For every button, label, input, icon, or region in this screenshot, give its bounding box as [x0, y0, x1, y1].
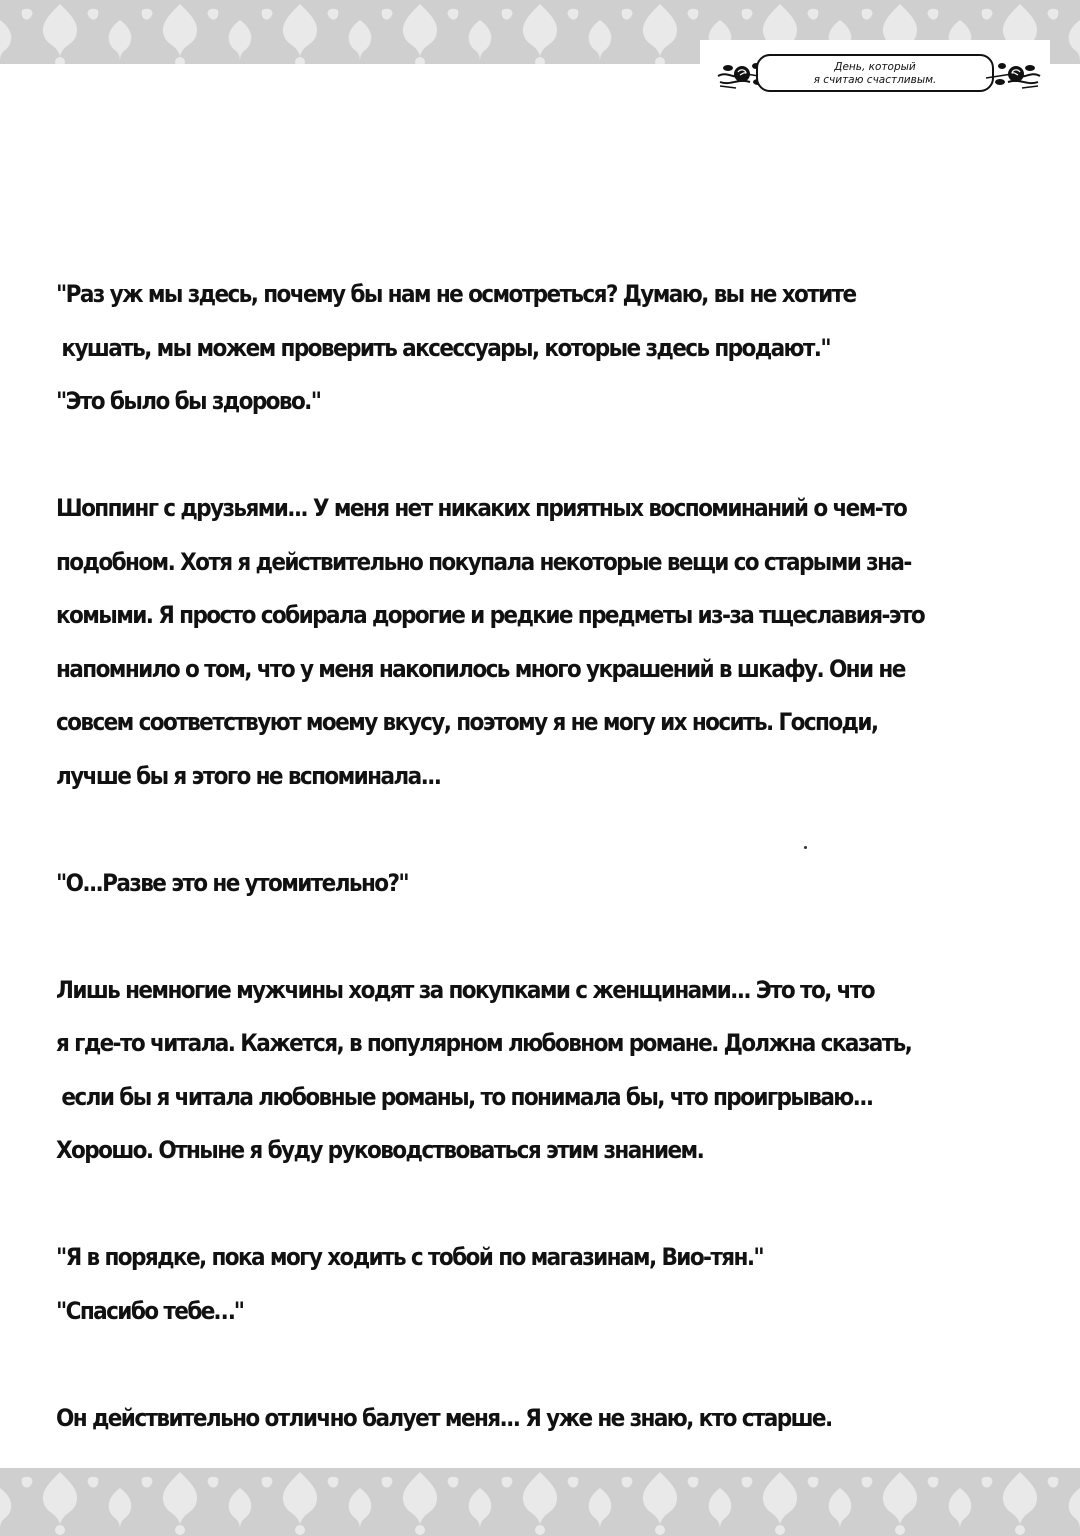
text-line: я где-то читала. Кажется, в популярном любовном романе. Должна сказать,	[56, 1029, 912, 1057]
rose-ornament-icon	[984, 56, 1042, 92]
text-line: подобном. Хотя я действительно покупала некоторые вещи со старыми зна-	[56, 547, 911, 576]
text-line: "Я в порядке, пока могу ходить с тобой по магазинам, Вио-тян."	[56, 1243, 764, 1271]
text-line: "Раз уж мы здесь, почему бы нам не осмотреться? Думаю, вы не хотите	[56, 280, 856, 308]
chapter-title-box	[756, 54, 994, 92]
chapter-title-line1: День, который	[834, 61, 916, 73]
text-line: кушать, мы можем проверить аксессуары, которые здесь продают."	[61, 333, 831, 362]
chapter-title-line2: я считаю счастливым.	[813, 74, 937, 86]
text-line: лучше бы я этого не вспоминала...	[56, 761, 441, 790]
text-line: Лишь немногие мужчины ходят за покупками с женщинами... Это то, что	[56, 975, 874, 1004]
paragraph-4	[56, 964, 938, 1178]
text-line: совсем соответствуют моему вкусу, поэтому я не могу их носить. Господи,	[56, 708, 878, 736]
text-line: "О...Разве это не утомительно?"	[56, 868, 409, 897]
paragraph-1	[56, 268, 938, 429]
chapter-title-tag	[716, 52, 1042, 98]
paragraph-3	[56, 857, 938, 911]
story-text	[56, 268, 938, 1445]
text-line: Шоппинг с друзьями... У меня нет никаких приятных воспоминаний о чем-то	[56, 494, 907, 522]
paragraph-2	[56, 482, 938, 803]
paragraph-6	[56, 1392, 938, 1446]
bottom-damask-border	[0, 1468, 1080, 1536]
text-line: "Спасибо тебе…"	[56, 1296, 244, 1325]
paragraph-5	[56, 1231, 938, 1338]
text-line: напомнило о том, что у меня накопилось много украшений в шкафу. Они не	[56, 654, 905, 683]
stray-dot	[804, 846, 807, 849]
text-line: Хорошо. Отныне я буду руководствоваться этим знанием.	[56, 1136, 704, 1164]
text-line: если бы я читала любовные романы, то понимала бы, что проигрываю...	[61, 1082, 873, 1111]
text-line: Он действительно отлично балует меня... Я уже не знаю, кто старше.	[56, 1403, 832, 1432]
text-line: комыми. Я просто собирала дорогие и редкие предметы из-за тщеславия-это	[56, 601, 925, 629]
damask-pattern-icon	[0, 1468, 1080, 1536]
text-line: "Это было бы здорово."	[56, 387, 321, 415]
